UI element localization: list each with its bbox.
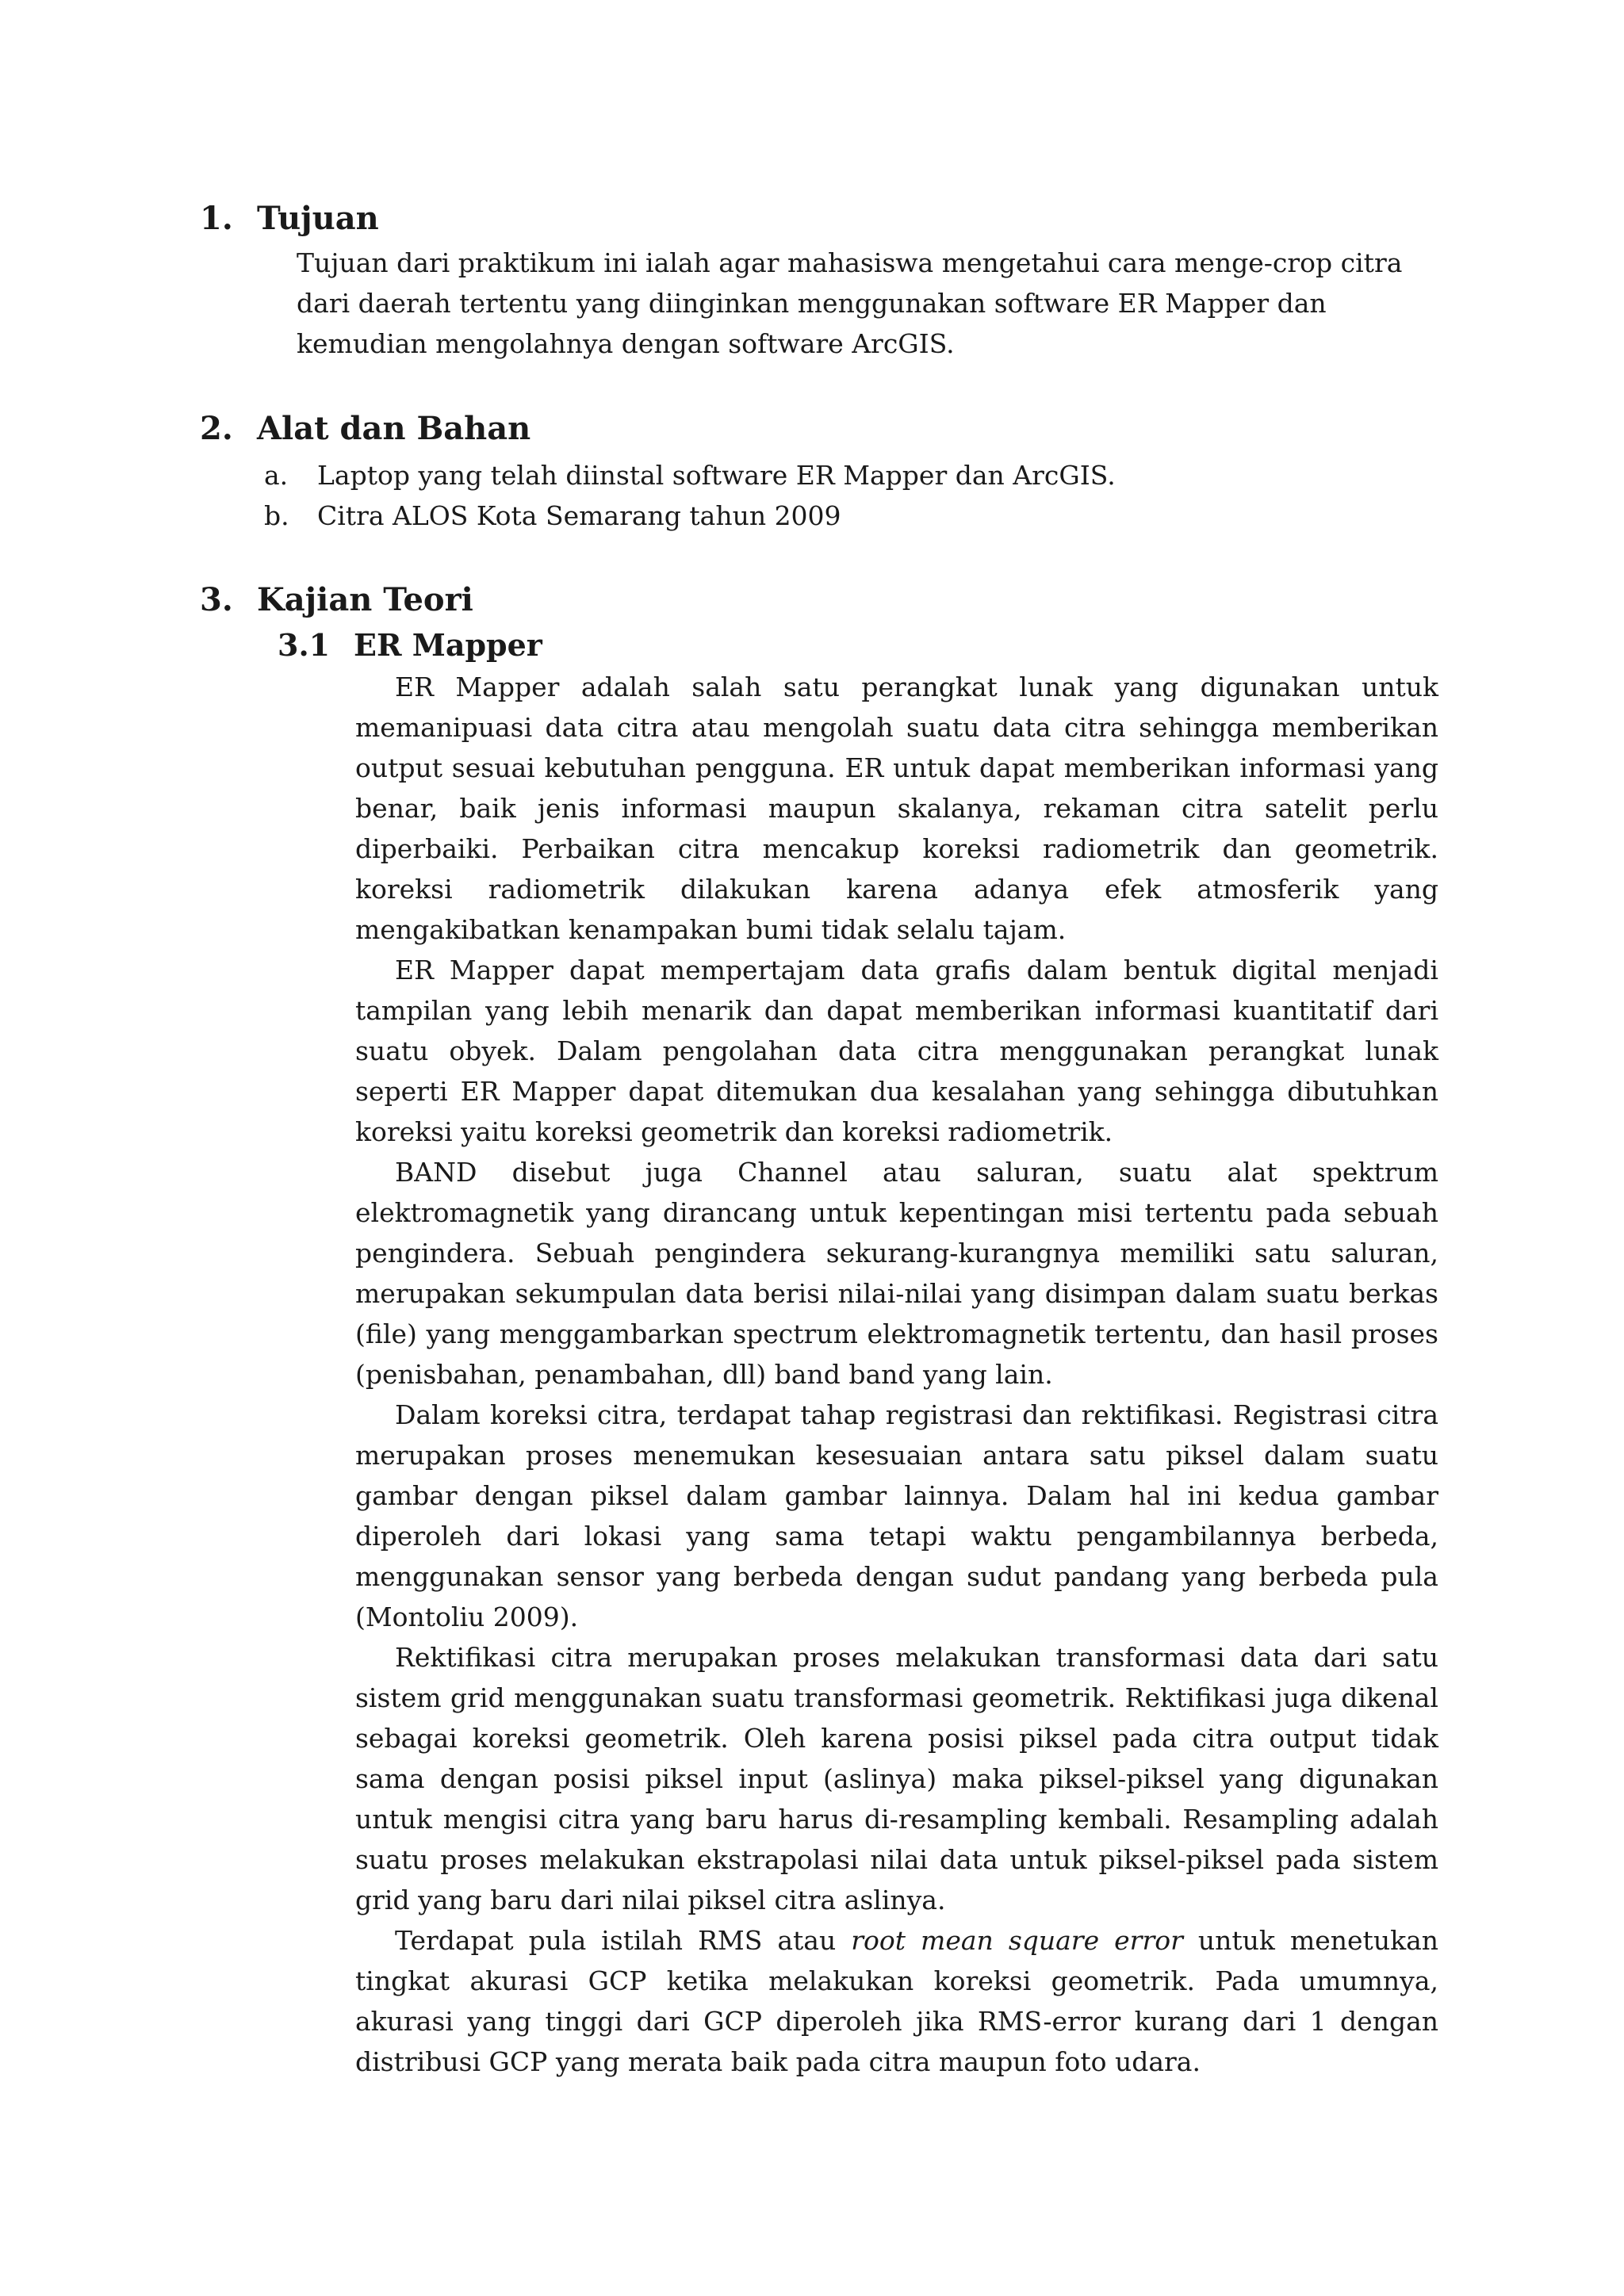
section-1-heading xyxy=(200,198,379,239)
section-2-heading xyxy=(200,408,530,450)
list-marker: b. xyxy=(264,500,289,531)
list-item-text: Citra ALOS Kota Semarang tahun 2009 xyxy=(317,500,841,531)
section-1-number: 1. xyxy=(200,200,233,237)
paragraph-rms-italic: root mean square error xyxy=(851,1925,1183,1956)
section-3-number: 3. xyxy=(200,581,233,618)
section-1-text: Tujuan dari praktikum ini ialah agar mahasiswa mengetahui cara menge-crop citra dari daerah tertentu yang diinginkan menggunakan software ER Mapper dan kemudian mengolahnya dengan software ArcGIS. xyxy=(297,247,1403,359)
paragraph: Rektifikasi citra merupakan proses melakukan transformasi data dari satu sistem grid menggunakan suatu transformasi geometrik. Rektifikasi juga dikenal sebagai koreksi geometrik. Oleh karena posisi piksel pada citra output tidak sama dengan posisi piksel input (aslinya) maka piksel-piksel yang digunakan untuk mengisi citra yang baru harus di-resampling kembali. Resampling adalah suatu proses melakukan ekstrapolasi nilai data untuk piksel-piksel pada sistem grid yang baru dari nilai piksel citra aslinya. xyxy=(355,1642,1438,1915)
section-3-body xyxy=(355,667,1438,2082)
paragraph: Dalam koreksi citra, terdapat tahap registrasi dan rektifikasi. Registrasi citra merupakan proses menemukan kesesuaian antara satu piksel dalam suatu gambar dengan piksel dalam gambar lainnya. Dalam hal ini kedua gambar diperoleh dari lokasi yang sama tetapi waktu pengambilannya berbeda, menggunakan sensor yang berbeda dengan sudut pandang yang berbeda pula (Montoliu 2009). xyxy=(355,1399,1438,1632)
paragraph-rms-after: untuk menetukan tingkat akurasi GCP ketika melakukan koreksi geometrik. Pada umumnya, akurasi yang tinggi dari GCP diperoleh jika RMS-error kurang dari 1 dengan distribusi GCP yang merata baik pada citra maupun foto udara. xyxy=(355,1925,1438,2077)
paragraph-rms-before: Terdapat pula istilah RMS atau xyxy=(395,1925,852,1956)
section-3-heading xyxy=(200,580,473,621)
subsection-3-1-heading xyxy=(278,626,542,665)
section-3-title: Kajian Teori xyxy=(257,581,473,618)
section-2-title: Alat dan Bahan xyxy=(257,410,531,447)
subsection-3-1-number: 3.1 xyxy=(278,627,331,663)
list-marker: a. xyxy=(264,460,289,491)
list-item xyxy=(264,455,1116,496)
list-item xyxy=(264,496,841,536)
paragraph: BAND disebut juga Channel atau saluran, suatu alat spektrum elektromagnetik yang dirancang untuk kepentingan misi tertentu pada sebuah pengindera. Sebuah pengindera sekurang-kurangnya memiliki satu saluran, merupakan sekumpulan data berisi nilai-nilai yang disimpan dalam suatu berkas (file) yang menggambarkan spectrum elektromagnetik tertentu, dan hasil proses (penisbahan, penambahan, dll) band band yang lain. xyxy=(355,1157,1438,1390)
section-2-number: 2. xyxy=(200,410,233,447)
list-item-text: Laptop yang telah diinstal software ER Mapper dan ArcGIS. xyxy=(317,460,1116,491)
paragraph-rms xyxy=(355,1920,1438,2082)
section-1-title: Tujuan xyxy=(257,200,379,237)
paragraph: ER Mapper dapat mempertajam data grafis dalam bentuk digital menjadi tampilan yang lebih menarik dan dapat memberikan informasi kuantitatif dari suatu obyek. Dalam pengolahan data citra menggunakan perangkat lunak seperti ER Mapper dapat ditemukan dua kesalahan yang sehingga dibutuhkan koreksi yaitu koreksi geometrik dan koreksi radiometrik. xyxy=(355,955,1438,1147)
paragraph: ER Mapper adalah salah satu perangkat lunak yang digunakan untuk memanipuasi data citra atau mengolah suatu data citra sehingga memberikan output sesuai kebutuhan pengguna. ER untuk dapat memberikan informasi yang benar, baik jenis informasi maupun skalanya, rekaman citra satelit perlu diperbaiki. Perbaikan citra mencakup koreksi radiometrik dan geometrik. koreksi radiometrik dilakukan karena adanya efek atmosferik yang mengakibatkan kenampakan bumi tidak selalu tajam. xyxy=(355,672,1438,945)
subsection-3-1-title: ER Mapper xyxy=(354,627,542,663)
